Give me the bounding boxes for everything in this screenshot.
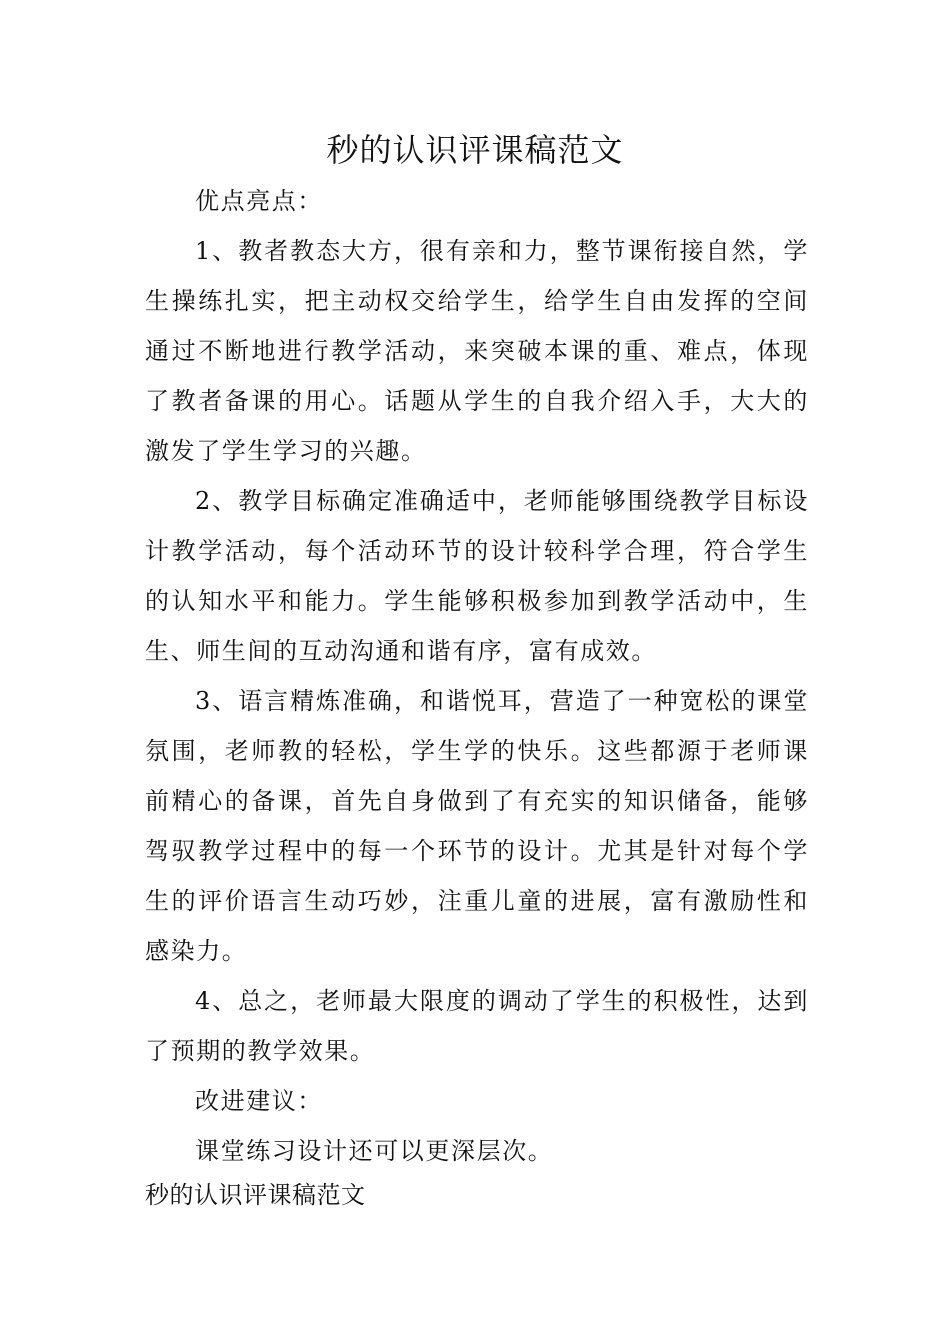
paragraph-point-1: 1、教者教态大方，很有亲和力，整节课衔接自然，学生操练扎实，把主动权交给学生，给学生自由发挥的空间通过不断地进行教学活动，来突破本课的重、难点，体现了教者备课的用心。话题从学生的自我介绍入手，大大的激发了学生学习的兴趣。 bbox=[145, 237, 809, 465]
document-title: 秒的认识评课稿范文 bbox=[326, 131, 624, 169]
document-footer: 秒的认识评课稿范文 bbox=[145, 1181, 366, 1209]
paragraph-suggestion: 课堂练习设计还可以更深层次。 bbox=[195, 1137, 554, 1165]
document-body bbox=[145, 176, 809, 1176]
paragraph-point-4: 4、总之，老师最大限度的调动了学生的积极性，达到了预期的教学效果。 bbox=[145, 987, 809, 1065]
paragraph-point-3: 3、语言精炼准确，和谐悦耳，营造了一种宽松的课堂氛围，老师教的轻松，学生学的快乐。这些都源于老师课前精心的备课，首先自身做到了有充实的知识储备，能够驾驭教学过程中的每一个环节的设计。尤其是针对每个学生的评价语言生动巧妙，注重儿童的进展，富有激励性和感染力。 bbox=[145, 687, 809, 965]
paragraph-suggestions-heading: 改进建议： bbox=[195, 1087, 323, 1115]
paragraph-strengths-heading: 优点亮点： bbox=[195, 187, 323, 215]
paragraph-point-2: 2、教学目标确定准确适中，老师能够围绕教学目标设计教学活动，每个活动环节的设计较科学合理，符合学生的认知水平和能力。学生能够积极参加到教学活动中，生生、师生间的互动沟通和谐有序，富有成效。 bbox=[145, 487, 809, 665]
